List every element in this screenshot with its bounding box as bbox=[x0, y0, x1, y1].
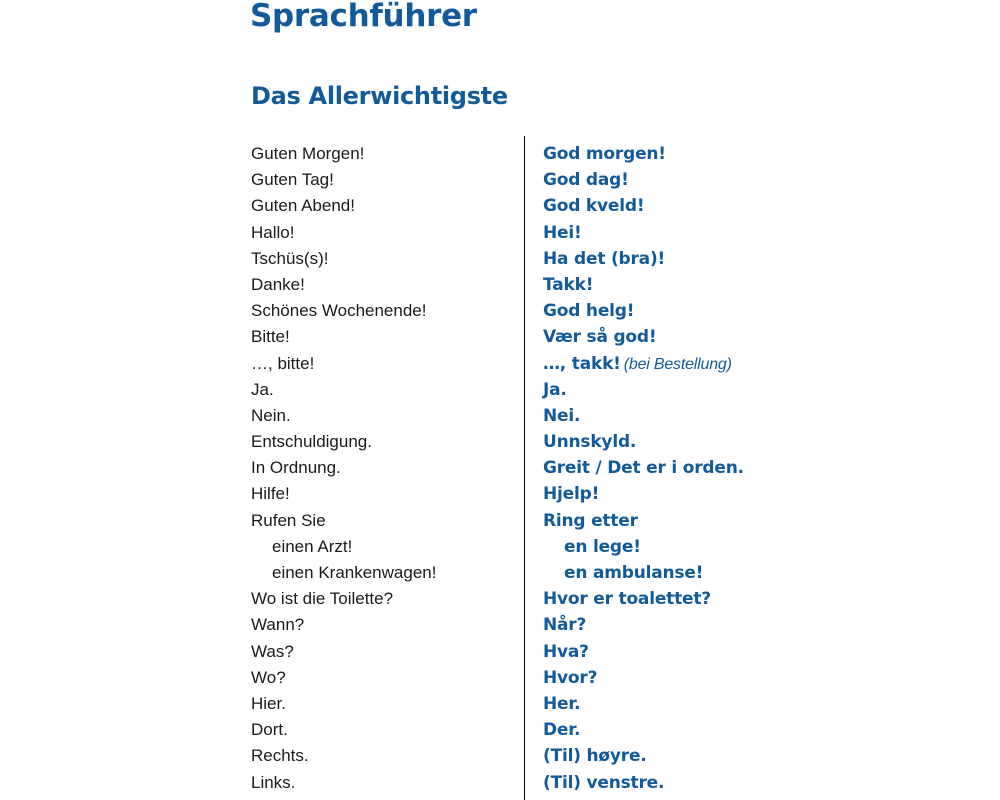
phrase-row bbox=[251, 141, 1000, 167]
german-phrase: …, bitte! bbox=[251, 353, 315, 373]
norwegian-phrase-text: Når? bbox=[543, 615, 587, 636]
norwegian-phrase-text: Hva? bbox=[543, 641, 589, 662]
phrase-row bbox=[251, 298, 1000, 324]
german-phrase: Wann? bbox=[251, 615, 305, 635]
norwegian-phrase-text: Nei. bbox=[543, 405, 581, 426]
norwegian-phrase bbox=[543, 665, 597, 691]
phrase-row bbox=[251, 272, 1000, 298]
phrase-row bbox=[251, 455, 1000, 481]
norwegian-phrase bbox=[543, 377, 567, 403]
german-phrase: Hier. bbox=[251, 693, 286, 713]
german-phrase: einen Arzt! bbox=[272, 536, 353, 556]
german-phrase: Guten Abend! bbox=[251, 196, 355, 216]
german-phrase: Tschüs(s)! bbox=[251, 248, 329, 268]
page-title: Sprachführer bbox=[250, 0, 477, 34]
norwegian-phrase-text: Hei! bbox=[543, 222, 582, 243]
phrase-row bbox=[251, 377, 1000, 403]
norwegian-phrase-text: en lege! bbox=[564, 536, 641, 557]
phrase-row bbox=[251, 351, 1000, 377]
norwegian-phrase-text: Vær så god! bbox=[543, 327, 657, 348]
norwegian-phrase bbox=[543, 639, 589, 665]
norwegian-phrase-text: God dag! bbox=[543, 170, 629, 191]
norwegian-phrase-text: en ambulanse! bbox=[564, 563, 704, 583]
norwegian-phrase-text: God kveld! bbox=[543, 196, 645, 217]
norwegian-phrase bbox=[543, 167, 629, 193]
norwegian-phrase-text: …, takk! bbox=[543, 353, 621, 374]
german-phrase: Was? bbox=[251, 641, 294, 661]
section-title: Das Allerwichtigste bbox=[251, 82, 508, 110]
phrase-row bbox=[251, 560, 1000, 586]
german-phrase: In Ordnung. bbox=[251, 458, 341, 478]
phrase-row bbox=[251, 691, 1000, 717]
norwegian-phrase bbox=[543, 272, 593, 298]
norwegian-phrase-text: God morgen! bbox=[543, 144, 666, 164]
german-phrase: Ja. bbox=[251, 379, 274, 399]
norwegian-phrase bbox=[543, 246, 665, 272]
phrase-table bbox=[251, 141, 1000, 796]
german-phrase: Wo? bbox=[251, 667, 286, 687]
phrase-row bbox=[251, 534, 1000, 560]
norwegian-phrase bbox=[543, 612, 586, 638]
norwegian-phrase bbox=[543, 324, 656, 350]
norwegian-phrase bbox=[543, 141, 666, 167]
norwegian-phrase-text: Hvor er toalettet? bbox=[543, 589, 711, 610]
german-phrase: Guten Morgen! bbox=[251, 144, 365, 163]
german-phrase: Rechts. bbox=[251, 746, 309, 766]
german-phrase: Entschuldigung. bbox=[251, 432, 372, 452]
norwegian-phrase-text: Unnskyld. bbox=[543, 432, 637, 453]
phrase-row bbox=[251, 639, 1000, 665]
norwegian-phrase bbox=[543, 508, 638, 534]
norwegian-phrase bbox=[543, 220, 582, 246]
norwegian-phrase bbox=[543, 403, 580, 429]
norwegian-phrase bbox=[543, 429, 636, 455]
phrase-row bbox=[251, 193, 1000, 219]
phrase-row bbox=[251, 586, 1000, 612]
norwegian-phrase-text: Ja. bbox=[543, 379, 567, 400]
norwegian-phrase bbox=[543, 586, 711, 612]
german-phrase: Guten Tag! bbox=[251, 170, 334, 190]
german-phrase: Dort. bbox=[251, 720, 288, 740]
norwegian-phrase bbox=[543, 691, 580, 717]
norwegian-phrase-text: Greit / Det er i orden. bbox=[543, 458, 744, 479]
norwegian-phrase-text: Ring etter bbox=[543, 510, 638, 531]
phrase-row bbox=[251, 324, 1000, 350]
german-phrase: Danke! bbox=[251, 274, 305, 294]
phrase-row bbox=[251, 220, 1000, 246]
german-phrase: Wo ist die Toilette? bbox=[251, 589, 394, 609]
norwegian-phrase-text: (Til) venstre. bbox=[543, 772, 665, 793]
phrase-row bbox=[251, 403, 1000, 429]
phrase-row bbox=[251, 665, 1000, 691]
norwegian-phrase-text: Hjelp! bbox=[543, 484, 600, 505]
phrase-row bbox=[251, 770, 1000, 796]
norwegian-phrase bbox=[564, 534, 641, 560]
norwegian-phrase-text: Der. bbox=[543, 720, 581, 741]
norwegian-phrase bbox=[543, 481, 599, 507]
phrase-row bbox=[251, 717, 1000, 743]
norwegian-phrase bbox=[543, 193, 644, 219]
german-phrase: Links. bbox=[251, 772, 296, 792]
phrase-row bbox=[251, 246, 1000, 272]
phrase-row bbox=[251, 167, 1000, 193]
norwegian-phrase-text: Takk! bbox=[543, 274, 594, 295]
norwegian-phrase bbox=[543, 770, 664, 796]
norwegian-phrase-text: Ha det (bra)! bbox=[543, 248, 666, 269]
german-phrase: Hallo! bbox=[251, 222, 295, 242]
norwegian-phrase bbox=[543, 743, 647, 769]
norwegian-phrase bbox=[543, 717, 580, 743]
german-phrase: Hilfe! bbox=[251, 484, 290, 504]
german-phrase: Nein. bbox=[251, 405, 291, 425]
phrase-row bbox=[251, 508, 1000, 534]
norwegian-phrase bbox=[543, 298, 634, 324]
norwegian-phrase bbox=[543, 455, 744, 481]
norwegian-phrase-text: God helg! bbox=[543, 301, 635, 322]
phrase-row bbox=[251, 481, 1000, 507]
phrase-row bbox=[251, 743, 1000, 769]
norwegian-phrase-text: Hvor? bbox=[543, 667, 598, 688]
german-phrase: Bitte! bbox=[251, 327, 290, 347]
norwegian-phrase bbox=[564, 560, 703, 586]
german-phrase: Schönes Wochenende! bbox=[251, 301, 427, 321]
phrase-row bbox=[251, 429, 1000, 455]
usage-note: (bei Bestellung) bbox=[623, 355, 732, 373]
norwegian-phrase-text: (Til) høyre. bbox=[543, 746, 647, 767]
phrase-row bbox=[251, 612, 1000, 638]
german-phrase: Rufen Sie bbox=[251, 510, 326, 530]
german-phrase: einen Krankenwagen! bbox=[272, 563, 437, 582]
norwegian-phrase bbox=[543, 351, 732, 378]
norwegian-phrase-text: Her. bbox=[543, 693, 581, 714]
